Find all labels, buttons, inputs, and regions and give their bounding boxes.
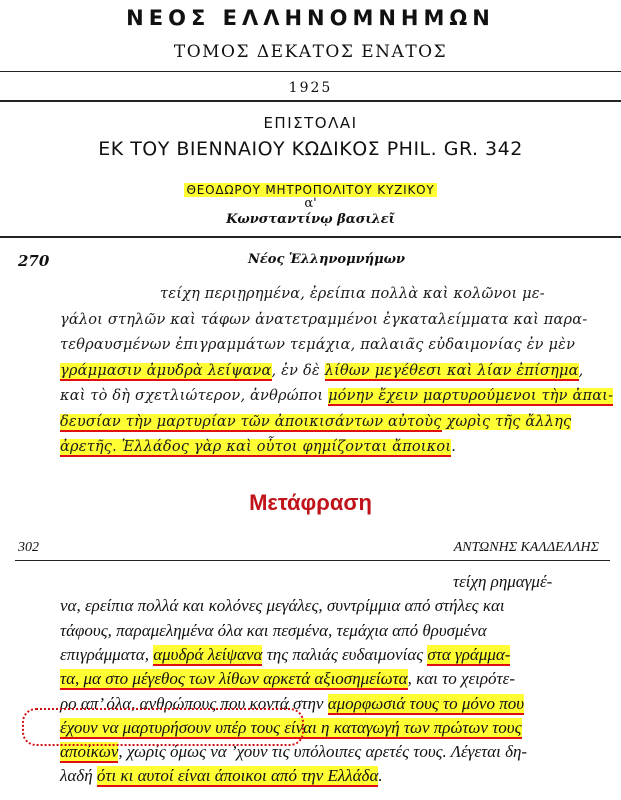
text-line [453, 572, 552, 592]
highlighted-text: μόνην ἔχειν μαρτυρούμενοι τὴν ἀπαι- [328, 388, 614, 404]
text-line [160, 286, 545, 302]
text-segment: γάλοι στηλῶν καὶ τάφων ἀνατετραμμένοι ἐγκαταλείμματα καὶ παρα- [60, 311, 588, 328]
dotted-circle-annotation [22, 708, 304, 746]
header-divider [0, 71, 621, 72]
old-running-head: Νέος Ἑλληνομνήμων [248, 252, 405, 267]
text-line [60, 621, 487, 641]
text-line [60, 388, 613, 404]
highlighted-text: είναι η καταγωγή των πρώτων τους [279, 717, 522, 737]
text-segment: τείχη ρημαγμέ- [453, 572, 553, 591]
author-name: ΘΕΟΔΩΡΟΥ ΜΗΤΡΟΠΟΛΙΤΟΥ ΚΥΖΙΚΟΥ [186, 183, 435, 197]
text-line [60, 439, 456, 455]
text-line [60, 645, 510, 665]
title-divider [0, 236, 621, 238]
highlighted-text: ἀρετῆς. Ἑλλάδος γὰρ καὶ οὗτοι φημίζονται ἄποικοι [60, 439, 452, 455]
new-page-number: 302 [18, 540, 39, 555]
translation-heading: Μετάφραση [249, 490, 372, 515]
text-line [60, 312, 587, 328]
old-page-number: 270 [18, 252, 50, 270]
year: 1925 [288, 80, 333, 96]
volume-title: ΤΟΜΟΣ ΔΕΚΑΤΟΣ ΕΝΑΤΟΣ [173, 42, 448, 62]
text-line [60, 414, 571, 430]
text-segment: , και το χειρότε- [407, 669, 515, 689]
text-line [60, 766, 383, 786]
text-segment: τείχη περιῃρημένα, ἐρείπια πολλὰ καὶ κολῶνοι με- [160, 286, 545, 302]
text-segment: . [378, 766, 383, 786]
highlighted-text: αμορφωσιά τους το μόνο που [327, 693, 525, 713]
text-segment: , χωρίς όμως να ’χουν τις υπόλοιπες αρετές τους. Λέγεται δη- [118, 742, 528, 762]
text-line [60, 669, 515, 689]
new-page-rule [15, 560, 610, 561]
text-segment: , ἐν δὲ [271, 362, 325, 379]
text-segment: επιγράμματα, [60, 644, 154, 664]
highlighted-text: λίθων μεγέθεσι καὶ λίαν ἐπίσημα [324, 362, 579, 379]
highlighted-text: χωρὶς τῆς ἄλλης [441, 413, 572, 430]
codex-title: ΕΚ ΤΟΥ ΒΙΕΝΝΑΙΟΥ ΚΩΔΙΚΟΣ PHIL. GR. 342 [98, 138, 523, 160]
text-line [60, 363, 583, 379]
text-segment: λαδή [60, 766, 97, 786]
year-divider [0, 100, 621, 102]
letters-title: ΕΠΙΣΤΟΛΑΙ [263, 114, 358, 132]
text-line [60, 337, 575, 353]
addressee: Κωνσταντίνῳ βασιλεῖ [226, 212, 395, 227]
text-segment: , [578, 362, 584, 379]
highlighted-text: ότι κι αυτοί είναι άποικοι από την Ελλάδα [96, 766, 379, 786]
highlighted-text: γράμμασιν ἀμυδρὰ λείψανα [60, 362, 272, 379]
highlighted-text: στα γράμμα- [427, 644, 511, 664]
highlighted-text: αμυδρά λείψανα [153, 644, 263, 664]
text-segment: της παλιάς ευδαιμονίας [262, 644, 428, 664]
text-segment: τάφους, παραμελημένα όλα και πεσμένα, τεμάχια από θρυσμένα [60, 620, 487, 640]
text-segment: . [451, 439, 457, 455]
journal-title: ΝΕΟΣ ΕΛΛΗΝΟΜΝΗΜΩΝ [126, 6, 495, 30]
text-segment: τεθραυσμένων ἐπιγραμμάτων τεμάχια, παλαιᾶς εὐδαιμονίας ἐν μὲν [60, 337, 576, 353]
letter-numeral: α' [304, 196, 317, 211]
text-segment: ρο απ’ όλα, ανθρώπους που κοντά στην [60, 693, 328, 713]
highlighted-text: δευσίαν τὴν μαρτυρίαν τῶν ἀποικισάντων αὐτοὺς [60, 413, 442, 430]
text-line [60, 596, 505, 616]
text-segment: καὶ τὸ δὴ σχετλιώτερον, ἀνθρώποι [60, 388, 329, 404]
text-segment: να, ερείπια πολλά και κολόνες μεγάλες, συντρίμμια από στήλες και [60, 596, 505, 616]
highlighted-text: αποίκων [60, 742, 119, 762]
highlighted-text: έχουν να μαρτυρήσουν υπέρ τους [60, 717, 280, 737]
highlighted-text: τα, μα στο μέγεθος των λίθων αρκετά αξιοσημείωτα [60, 669, 408, 689]
new-running-head: ΑΝΤΩΝΗΣ ΚΑΛΔΕΛΛΗΣ [453, 540, 599, 555]
